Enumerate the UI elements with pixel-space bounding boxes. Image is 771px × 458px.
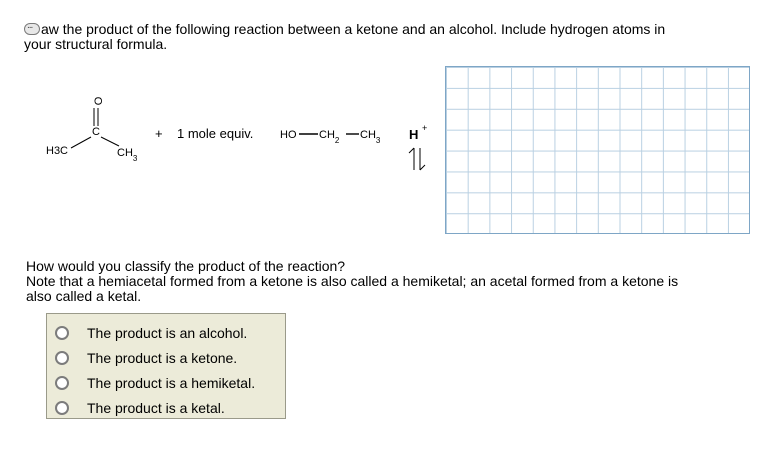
classify-text-block	[26, 259, 746, 304]
classify-note-line-2: also called a ketal.	[26, 288, 142, 304]
equilibrium-arrow-icon	[409, 148, 425, 170]
catalyst-charge-label: +	[422, 123, 428, 133]
ketone-oxygen-label: O	[93, 96, 105, 106]
alcohol-ho-label: HO	[280, 129, 297, 141]
choice-label: The product is a hemiketal.	[87, 374, 256, 391]
radio-button[interactable]	[55, 376, 69, 390]
classify-note-line-1: Note that a hemiacetal formed from a ketone is also called a hemiketal; an acetal formed from a ketone is	[26, 273, 679, 289]
right-methyl-label: $CH_3$	[117, 147, 138, 163]
structure-drawing-canvas[interactable]	[445, 66, 750, 234]
question-line-1	[24, 22, 754, 37]
choice-hemiketal[interactable]	[55, 370, 285, 395]
amount-label: 1 mole equiv.	[177, 126, 254, 141]
catalyst-label: H	[409, 127, 419, 142]
right-methyl-bond	[101, 137, 119, 146]
question-line-1-text: aw the product of the following reaction between a ketone and an alcohol. Include hydrogen atoms in	[41, 21, 666, 37]
choice-label: The product is an alcohol.	[87, 324, 248, 341]
reaction-equation	[40, 88, 440, 174]
alcohol-ch2-label: $CH_2$	[319, 129, 340, 145]
comment-icon[interactable]	[24, 23, 40, 35]
plus-sign: +	[155, 126, 163, 141]
choice-alcohol[interactable]	[55, 320, 285, 345]
radio-button[interactable]	[55, 401, 69, 415]
radio-button[interactable]	[55, 326, 69, 340]
question-text	[24, 22, 754, 52]
choice-label: The product is a ketone.	[87, 349, 238, 366]
radio-button[interactable]	[55, 351, 69, 365]
question-line-2: your structural formula.	[24, 36, 168, 52]
choice-ketal[interactable]	[55, 395, 285, 420]
choice-label: The product is a ketal.	[87, 399, 225, 416]
ketone-carbon-label: C	[92, 126, 100, 138]
left-methyl-bond	[71, 137, 91, 148]
left-methyl-label: H3C	[46, 145, 69, 157]
choice-ketone[interactable]	[55, 345, 285, 370]
alcohol-ch3-label: $CH_3$	[360, 129, 381, 145]
answer-choices	[46, 313, 286, 419]
classify-question: How would you classify the product of the reaction?	[26, 258, 346, 274]
